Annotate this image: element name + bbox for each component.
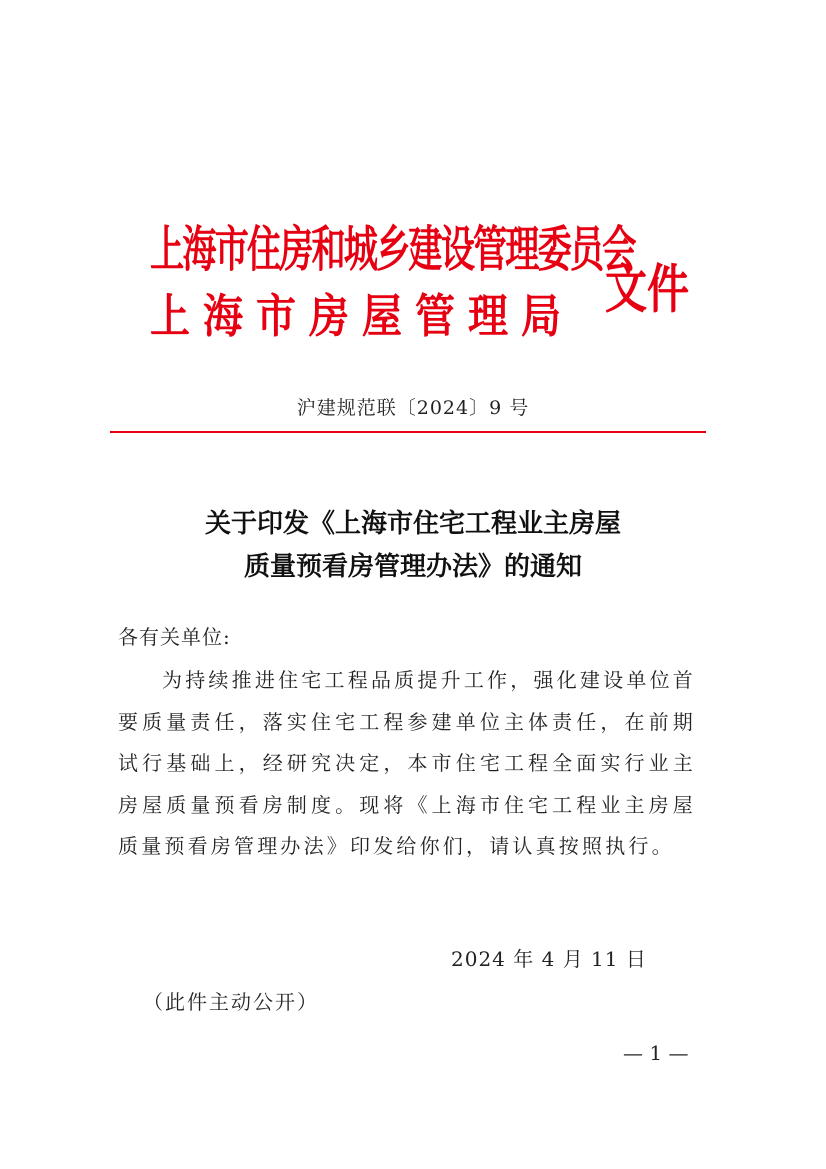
document-title-line-1: 关于印发《上海市住宅工程业主房屋 [204,509,621,539]
issuer-name-2: 上海市房屋管理局 [150,290,574,344]
document-header [150,212,710,342]
page-number: — 1 — [623,1041,689,1065]
issuer-name-1: 上海市住房和城乡建设管理委员会 [150,222,635,279]
addressee: 各有关单位: [118,625,231,649]
disclosure-note: （此件主动公开） [143,990,319,1014]
red-divider [110,431,706,433]
document-number: 沪建规范联〔2024〕9 号 [296,397,530,419]
issue-date: 2024 年 4 月 11 日 [451,947,647,971]
document-suffix: 文件 [605,258,690,320]
document-title-line-2: 质量预看房管理办法》的通知 [243,552,582,582]
body-paragraph: 为持续推进住宅工程品质提升工作，强化建设单位首要质量责任，落实住宅工程参建单位主体责任，在前期试行基础上，经研究决定，本市住宅工程全面实行业主房屋质量预看房制度。现将《上海市住宅工程业主房屋质量预看房管理办法》印发给你们，请认真按照执行。 [118,668,696,858]
